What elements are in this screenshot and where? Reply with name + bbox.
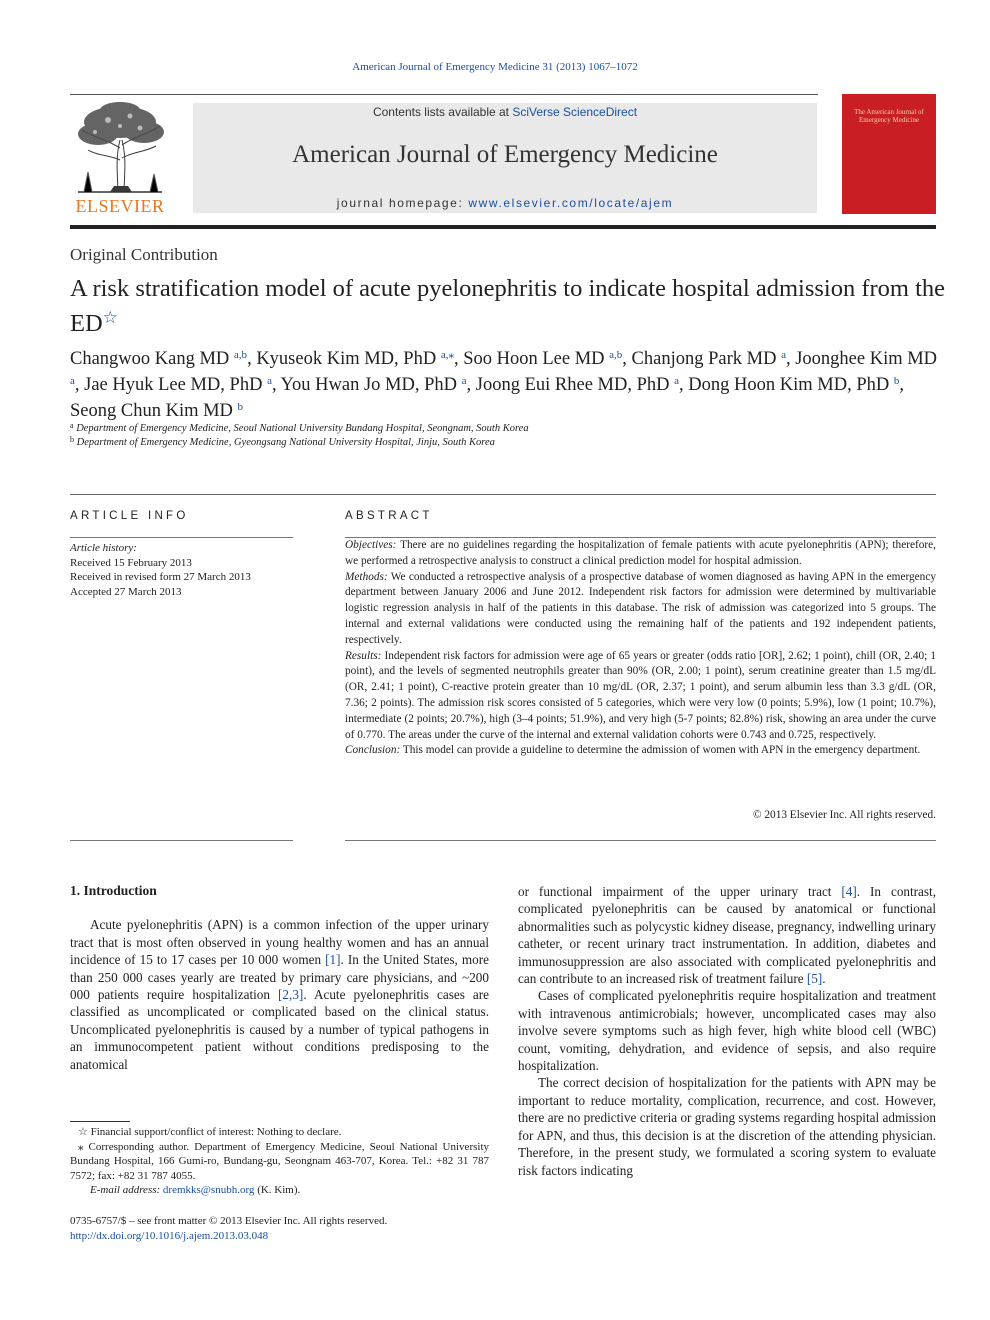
issn-line: 0735-6757/$ – see front matter © 2013 Elsevier Inc. All rights reserved. — [70, 1215, 388, 1227]
intro-paragraph-1-continued — [518, 883, 936, 987]
intro-p1-text-c: . Acute pyelonephritis cases are classified as uncomplicated or complicated based on the clinical status. Uncomplicated pyelonephritis is caused by a number of typical pathogens in an immunocompetent patient without conditions predisposing to the anatomical — [70, 987, 489, 1072]
footnote-corresponding — [70, 1140, 489, 1184]
author-affiliation-mark[interactable]: a — [781, 349, 786, 361]
elsevier-wordmark: ELSEVIER — [75, 196, 165, 216]
homepage-line — [193, 196, 817, 210]
revised-date: Received in revised form 27 March 2013 — [70, 571, 251, 583]
footnote-asterisk-mark: ⁎ — [78, 1140, 84, 1153]
citation-ref-4[interactable]: [4] — [841, 884, 857, 899]
intro-paragraph-2: Cases of complicated pyelonephritis require hospitalization and treatment with intravenous antimicrobials; however, uncomplicated cases may also involve severe symptoms such as high fever, high white blood cell (WBC) count, vomiting, dehydration, and evidence of sepsis, and also require hospitalization. — [518, 988, 936, 1074]
author-entry — [256, 349, 463, 369]
journal-cover-thumbnail[interactable] — [842, 94, 936, 214]
author-separator: , — [679, 375, 689, 395]
conclusion-text: This model can provide a guideline to determine the admission of women with APN in the emergency department. — [400, 744, 921, 757]
intro-r1-text-b: . In contrast, complicated pyelonephritis can be caused by anatomical or functional abnormalities such as polycystic kidney disease, pregnancy, indwelling urinary catheter, or recent urinary tract instrumentation. In addition, diabetes and immunosuppression are also associated with complicated pyelonephritis and can contribute to an increased risk of treatment failure — [518, 884, 937, 987]
abstract-bottom-rule — [345, 840, 936, 841]
author-name[interactable]: Joonghee Kim MD — [795, 349, 938, 369]
body-column-left — [70, 882, 489, 1073]
author-name[interactable]: Chanjong Park MD — [631, 349, 777, 369]
abstract-objectives — [345, 538, 936, 570]
email-link[interactable]: dremkks@snubh.org — [162, 1184, 255, 1197]
received-date: Received 15 February 2013 — [70, 556, 192, 569]
article-title — [70, 274, 950, 338]
footnote-star-mark: ☆ — [78, 1126, 88, 1138]
results-text: Independent risk factors for admission were age of 65 years or greater (odds ratio [OR], 2.62; 1 point), chill (OR, 2.40; 1 point), and the levels of segmented neutrophils greater than 90% (OR, 2.00; 1 point), serum creatinine greater than 1.5 mg/dL (OR, 2.41; 1 point), C-reactive protein greater than 10 mg/dL (OR, 2.37; 1 point), and serum albumin less than 3.3 g/dL (OR, 7.36; 2 points). The admission risk scores consisted of 5 categories, which were very low (0 points; 5.9%), low (1 point; 10.7%), intermediate (2 points; 20.7%), high (3–4 points; 51.9%), and very high (5-7 points; 82.8%) risk, showing an area under the curve of 0.770. The areas under the curve of the internal and external validation cohorts were 0.743 and 0.725, respectively. — [345, 649, 936, 741]
affiliation-b — [70, 435, 495, 448]
author-name[interactable]: Jae Hyuk Lee MD, PhD — [84, 375, 263, 395]
abstract-heading: ABSTRACT — [345, 510, 433, 522]
results-label: Results: — [345, 649, 382, 662]
author-entry — [281, 375, 476, 395]
history-label: Article history: — [70, 542, 137, 554]
article-history — [70, 541, 251, 599]
objectives-label: Objectives: — [345, 539, 397, 551]
author-affiliation-mark[interactable]: a,⁎ — [440, 349, 454, 361]
journal-citation[interactable]: American Journal of Emergency Medicine 31 (2013) 1067–1072 — [352, 61, 638, 73]
footnotes — [70, 1125, 489, 1198]
author-separator: , — [74, 375, 85, 395]
article-info-heading: ARTICLE INFO — [70, 510, 189, 522]
front-matter — [70, 1214, 387, 1244]
footnote-corresponding-text: Corresponding author. Department of Emergency Medicine, Seoul National University Bundang Hospital, 166 Gumi-ro, Bundang-gu, Seongnam 463-707, Korea. Tel.: +82 31 787 7572; fax: +82 31 787 4055. — [70, 1140, 490, 1182]
sciencedirect-link[interactable]: SciVerse ScienceDirect — [512, 105, 638, 119]
affiliation-mark: b — [70, 435, 74, 444]
author-entry — [70, 349, 256, 369]
article-info-bottom-rule — [70, 840, 293, 841]
homepage-prefix: journal homepage: — [336, 196, 469, 210]
intro-r1-text-a: or functional impairment of the upper urinary tract — [518, 884, 842, 899]
author-affiliation-mark[interactable]: a,b — [609, 349, 623, 361]
abstract-body — [345, 538, 936, 759]
cover-title: The American Journal of Emergency Medicine — [854, 108, 924, 124]
abstract-results — [345, 649, 936, 744]
author-name[interactable]: Kyuseok Kim MD, PhD — [256, 349, 437, 369]
footnote-funding — [70, 1125, 489, 1140]
objectives-text: There are no guidelines regarding the hospitalization of female patients with acute pyelonephritis (APN); therefore, we performed a retrospective analysis to construct a clinical prediction model for hospital admission. — [345, 539, 936, 567]
author-separator: , — [785, 349, 796, 369]
author-affiliation-mark[interactable]: a — [70, 375, 75, 387]
footnote-rule — [70, 1121, 130, 1122]
author-name[interactable]: You Hwan Jo MD, PhD — [280, 375, 458, 395]
intro-heading: 1. Introduction — [70, 883, 157, 898]
author-list — [70, 344, 950, 422]
affiliation-mark: a — [70, 421, 74, 430]
author-separator: , — [466, 375, 476, 395]
journal-header — [193, 103, 817, 213]
journal-name: American Journal of Emergency Medicine — [292, 141, 718, 168]
contents-prefix: Contents lists available at — [372, 105, 513, 119]
citation-ref-1[interactable]: [1] — [325, 952, 341, 968]
author-entry — [463, 349, 631, 369]
author-separator: , — [247, 349, 257, 369]
author-entry — [84, 375, 280, 395]
abstract-copyright: © 2013 Elsevier Inc. All rights reserved. — [752, 809, 936, 821]
body-column-right — [518, 883, 936, 1179]
abstract-methods — [345, 570, 936, 649]
author-affiliation-mark[interactable]: b — [237, 401, 244, 413]
author-entry — [632, 349, 796, 369]
author-affiliation-mark[interactable]: a,b — [233, 349, 248, 361]
author-entry — [688, 375, 904, 395]
author-separator: , — [453, 349, 464, 369]
author-separator: , — [271, 375, 281, 395]
article-type: Original Contribution — [70, 245, 218, 264]
author-name[interactable]: Seong Chun Kim MD — [70, 401, 233, 421]
methods-text: We conducted a retrospective analysis of a prospective database of women diagnosed as having APN in the emergency department between January 2006 and June 2012. Independent risk factors for admission were determined by multivariable logistic regression analysis in half of the patients in this database. The risk of admission was categorized into 5 groups. The internal and external validations were conducted using the remaining half of the patients and 192 independent patients, respectively. — [345, 570, 936, 646]
affiliation-text: Department of Emergency Medicine, Gyeongsang National University Hospital, Jinju, South Korea — [76, 437, 495, 448]
author-separator: , — [899, 375, 904, 395]
email-suffix: (K. Kim). — [254, 1184, 301, 1197]
footnote-funding-text: Financial support/conflict of interest: Nothing to declare. — [90, 1126, 342, 1138]
author-affiliation-mark[interactable]: a — [461, 375, 467, 387]
author-affiliation-mark[interactable]: a — [674, 375, 680, 387]
contents-line — [193, 105, 817, 119]
citation-ref-5[interactable]: [5] — [806, 971, 823, 987]
article-info-rule — [70, 537, 293, 538]
author-entry — [476, 375, 689, 395]
article-title-text: A risk stratification model of acute pyelonephritis to indicate hospital admission from the ED — [70, 275, 946, 337]
intro-paragraph-1 — [70, 916, 489, 1073]
affiliation-a — [70, 421, 529, 434]
author-affiliation-mark[interactable]: b — [893, 375, 900, 387]
header-rule — [70, 94, 818, 95]
author-name[interactable]: Soo Hoon Lee MD — [463, 349, 605, 369]
intro-p1-text-b: . In the United States, more than 250 000 cases yearly are treated by primary care physicians, and ~200 000 patients require hospitalization — [70, 952, 490, 1003]
section-rule — [70, 494, 936, 495]
title-footnote-star[interactable]: ☆ — [102, 308, 118, 327]
methods-label: Methods: — [345, 570, 388, 583]
author-affiliation-mark[interactable]: a — [267, 375, 272, 387]
intro-p1-text-a: Acute pyelonephritis (APN) is a common infection of the upper urinary tract that is most often observed in young healthy women and has an annual incidence of 15 to 17 cases per 10 000 women — [70, 917, 489, 968]
email-label: E-mail address: — [90, 1184, 161, 1197]
intro-paragraph-3: The correct decision of hospitalization for the patients with APN may be important to reduce mortality, complication, recurrence, and cost. However, there are no predictive criteria or grading systems regarding hospital admission for APN, and thus, this decision is at the discretion of the attending physician. Therefore, in the present study, we formulated a scoring system to evaluate risk factors indicating — [518, 1075, 936, 1178]
author-name[interactable]: Joong Eui Rhee MD, PhD — [475, 375, 670, 395]
header-thick-rule — [70, 225, 936, 229]
conclusion-label: Conclusion: — [345, 744, 401, 757]
author-entry — [70, 401, 243, 421]
affiliation-text: Department of Emergency Medicine, Seoul National University Bundang Hospital, Seongnam, South Korea — [76, 423, 529, 434]
doi-link[interactable]: http://dx.doi.org/10.1016/j.ajem.2013.03.048 — [70, 1230, 269, 1242]
footnote-email — [70, 1183, 489, 1198]
intro-r1-text-c: . — [822, 971, 826, 987]
citation-ref-2-3[interactable]: [2,3] — [278, 987, 304, 1003]
homepage-link[interactable]: www.elsevier.com/locate/ajem — [468, 196, 674, 210]
accepted-date: Accepted 27 March 2013 — [70, 585, 182, 598]
author-name[interactable]: Changwoo Kang MD — [70, 349, 230, 369]
author-name[interactable]: Dong Hoon Kim MD, PhD — [688, 375, 890, 395]
author-separator: , — [622, 349, 632, 369]
abstract-conclusion — [345, 743, 936, 759]
